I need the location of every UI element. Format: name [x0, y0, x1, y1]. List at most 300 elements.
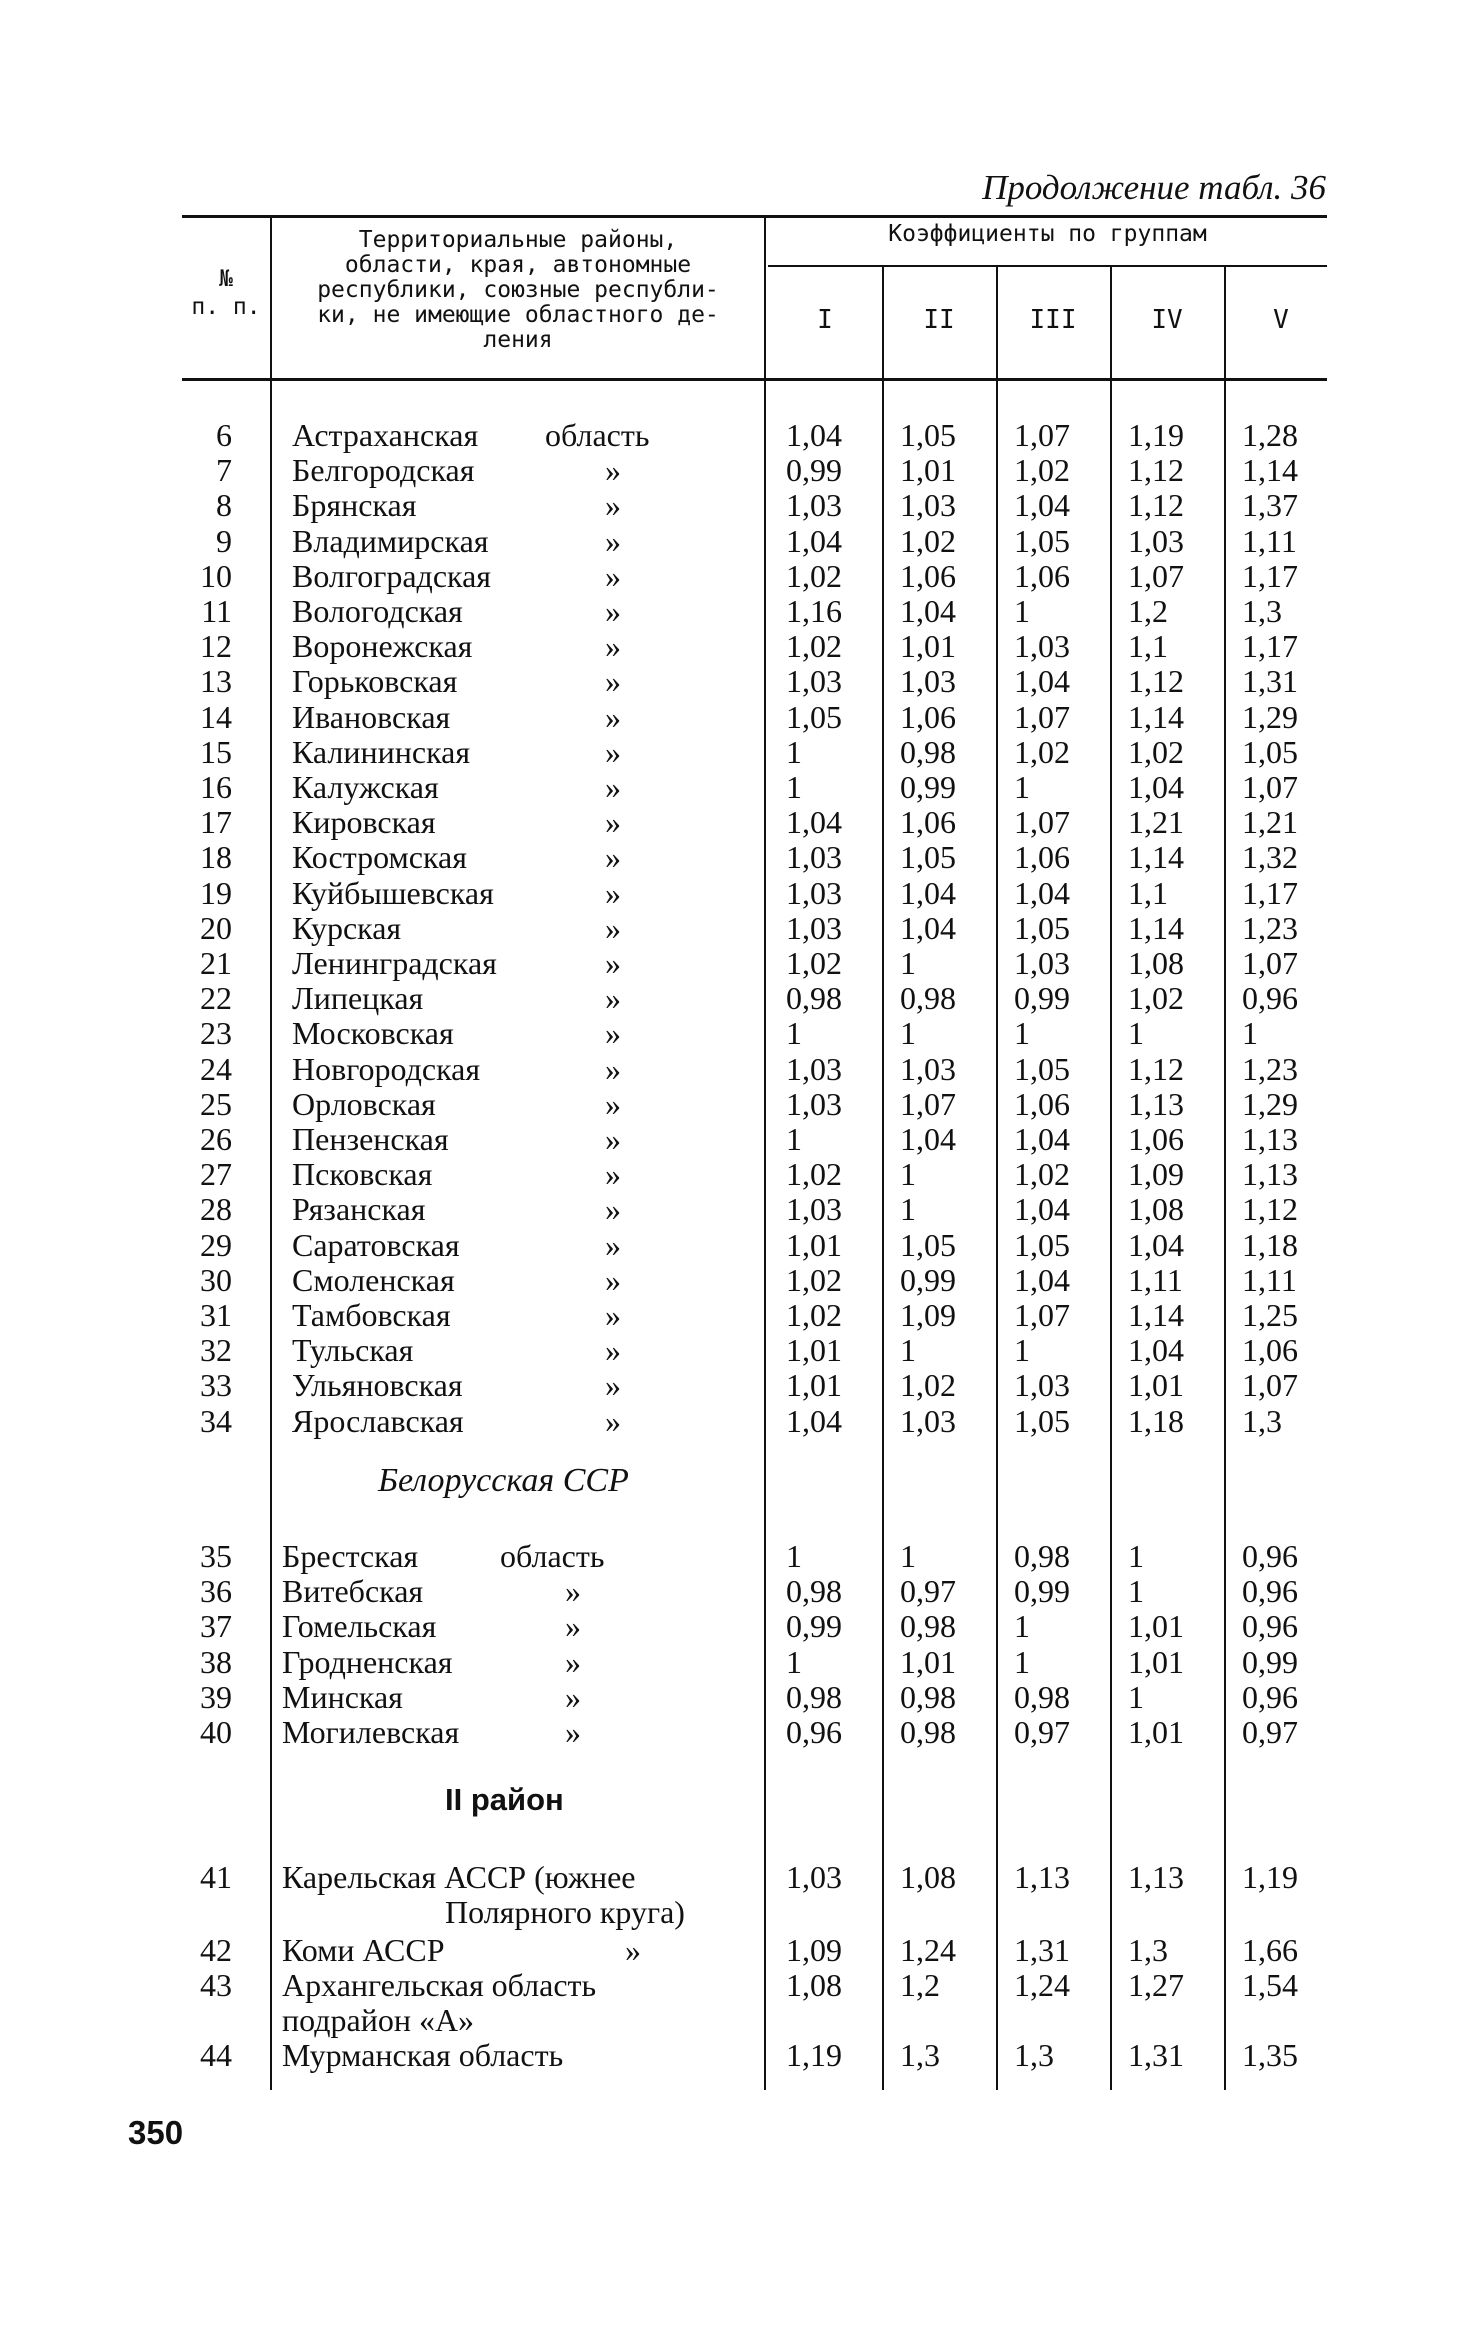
table-row [0, 664, 1471, 699]
coefficient-group-5: 1,17 [1242, 558, 1298, 594]
row-region-type: » [605, 875, 621, 911]
coefficient-group-4: 1,13 [1128, 1086, 1184, 1122]
coefficient-group-5: 1,13 [1242, 1121, 1298, 1157]
coefficient-group-1: 1,01 [786, 1227, 842, 1263]
row-region-name-cont: Полярного круга) [445, 1894, 685, 1930]
coefficient-group-5: 1,07 [1242, 769, 1298, 805]
coefficient-group-2: 1,01 [900, 1644, 956, 1680]
header-groups-label: Коэффициенты по группам [888, 221, 1207, 247]
table-row [0, 1368, 1471, 1403]
header-group-II: II [923, 305, 955, 335]
coefficient-group-4: 1,11 [1128, 1262, 1183, 1298]
row-number: 28 [200, 1191, 232, 1227]
coefficient-group-1: 1,03 [786, 1191, 842, 1227]
header-region-label: Территориальные районы, области, края, автономные республики, союзные республи- ки, не имеющие областного де- ления [317, 227, 719, 353]
table-row [0, 1192, 1471, 1227]
coefficient-group-4: 1,01 [1128, 1644, 1184, 1680]
row-region-type: » [605, 1332, 621, 1368]
row-region-name: Коми АССР [282, 1932, 445, 1968]
row-region-type: » [565, 1714, 581, 1750]
coefficient-group-2: 0,98 [900, 980, 956, 1016]
coefficient-group-2: 0,99 [900, 1262, 956, 1298]
coefficient-group-4: 1,12 [1128, 1051, 1184, 1087]
row-number: 29 [200, 1227, 232, 1263]
coefficient-group-4: 1,18 [1128, 1403, 1184, 1439]
coefficient-group-5: 0,96 [1242, 1608, 1298, 1644]
coefficient-group-2: 1,05 [900, 417, 956, 453]
coefficient-group-2: 1,03 [900, 1403, 956, 1439]
coefficient-group-3: 1,04 [1014, 875, 1070, 911]
coefficient-group-1: 1,03 [786, 875, 842, 911]
table-row [0, 735, 1471, 770]
row-region-name: Ивановская [292, 699, 451, 735]
top-rule [182, 215, 1327, 218]
row-region-type: » [605, 1015, 621, 1051]
table-row [0, 876, 1471, 911]
coefficient-group-2: 0,99 [900, 769, 956, 805]
coefficient-group-2: 1,3 [900, 2037, 940, 2073]
row-region-name: Смоленская [292, 1262, 455, 1298]
coefficient-group-2: 1,05 [900, 1227, 956, 1263]
coefficient-group-5: 1,23 [1242, 1051, 1298, 1087]
coefficient-group-3: 1,03 [1014, 945, 1070, 981]
coefficient-group-3: 1,07 [1014, 699, 1070, 735]
row-region-type: » [605, 945, 621, 981]
table-row [0, 700, 1471, 735]
row-region-type: » [625, 1932, 641, 1968]
coefficient-group-2: 1,06 [900, 804, 956, 840]
table-row [0, 1404, 1471, 1439]
row-number: 7 [216, 452, 232, 488]
coefficient-group-5: 0,96 [1242, 1538, 1298, 1574]
table-row [0, 1263, 1471, 1298]
coefficient-group-5: 1 [1242, 1015, 1258, 1051]
row-number: 26 [200, 1121, 232, 1157]
row-region-type: » [605, 1191, 621, 1227]
row-region-name: Воронежская [292, 628, 473, 664]
coefficient-group-3: 1,04 [1014, 1191, 1070, 1227]
coefficient-group-3: 1,05 [1014, 1403, 1070, 1439]
table-row [0, 1645, 1471, 1680]
row-number: 43 [200, 1967, 232, 2003]
table-caption: Продолжение табл. 36 [982, 168, 1326, 207]
row-region-name: Гомельская [282, 1608, 437, 1644]
table-row [0, 1298, 1471, 1333]
coefficient-group-1: 1 [786, 1015, 802, 1051]
row-region-type: » [605, 839, 621, 875]
header-group-IV: IV [1151, 305, 1183, 335]
row-region-name-cont: подрайон «А» [282, 2002, 475, 2038]
row-number: 6 [216, 417, 232, 453]
row-region-name: Кировская [292, 804, 436, 840]
group-subheader-rule [768, 265, 1327, 267]
row-region-type: » [605, 910, 621, 946]
row-region-type: » [605, 1403, 621, 1439]
coefficient-group-4: 1 [1128, 1538, 1144, 1574]
table-row [0, 2038, 1471, 2073]
coefficient-group-3: 0,98 [1014, 1679, 1070, 1715]
coefficient-group-1: 1,02 [786, 1156, 842, 1192]
coefficient-group-1: 1,02 [786, 1297, 842, 1333]
row-region-type: » [605, 628, 621, 664]
coefficient-group-3: 1,05 [1014, 523, 1070, 559]
row-number: 24 [200, 1051, 232, 1087]
coefficient-group-2: 1,04 [900, 875, 956, 911]
coefficient-group-2: 1,09 [900, 1297, 956, 1333]
coefficient-group-4: 1,14 [1128, 699, 1184, 735]
table-row [0, 1715, 1471, 1750]
coefficient-group-3: 1,06 [1014, 839, 1070, 875]
row-number: 13 [200, 663, 232, 699]
row-region-name: Брянская [292, 487, 417, 523]
row-region-name: Ленинградская [292, 945, 497, 981]
coefficient-group-2: 0,98 [900, 734, 956, 770]
coefficient-group-1: 1,04 [786, 804, 842, 840]
coefficient-group-2: 1,03 [900, 663, 956, 699]
coefficient-group-2: 1,05 [900, 839, 956, 875]
row-region-type: » [605, 980, 621, 1016]
row-region-name: Могилевская [282, 1714, 460, 1750]
table-row [0, 1333, 1471, 1368]
row-region-name: Горьковская [292, 663, 458, 699]
coefficient-group-4: 1 [1128, 1015, 1144, 1051]
section-heading-region-2: II район [445, 1782, 564, 1817]
row-region-type: область [545, 417, 650, 453]
coefficient-group-4: 1 [1128, 1679, 1144, 1715]
table-row-continuation [0, 1895, 1471, 1930]
coefficient-group-3: 0,99 [1014, 1573, 1070, 1609]
row-number: 12 [200, 628, 232, 664]
coefficient-group-3: 1,04 [1014, 1262, 1070, 1298]
coefficient-group-3: 1 [1014, 593, 1030, 629]
coefficient-group-5: 0,96 [1242, 980, 1298, 1016]
row-region-name: Липецкая [292, 980, 424, 1016]
row-number: 40 [200, 1714, 232, 1750]
table-row [0, 1609, 1471, 1644]
row-region-type: » [605, 1121, 621, 1157]
row-number: 22 [200, 980, 232, 1016]
coefficient-group-5: 1,05 [1242, 734, 1298, 770]
coefficient-group-1: 1,03 [786, 1859, 842, 1895]
row-region-name: Брестская [282, 1538, 419, 1574]
row-region-name: Ярославская [292, 1403, 464, 1439]
row-region-name: Карельская АССР (южнее [282, 1859, 636, 1895]
coefficient-group-4: 1,13 [1128, 1859, 1184, 1895]
coefficient-group-5: 1,29 [1242, 1086, 1298, 1122]
row-number: 31 [200, 1297, 232, 1333]
coefficient-group-1: 1,03 [786, 839, 842, 875]
row-region-name: Калининская [292, 734, 471, 770]
table-row [0, 1228, 1471, 1263]
row-region-type: » [605, 1086, 621, 1122]
coefficient-group-2: 1 [900, 1332, 916, 1368]
coefficient-group-1: 1,01 [786, 1332, 842, 1368]
coefficient-group-3: 1,31 [1014, 1932, 1070, 1968]
row-number: 14 [200, 699, 232, 735]
coefficient-group-4: 1,12 [1128, 452, 1184, 488]
coefficient-group-3: 1,05 [1014, 910, 1070, 946]
coefficient-group-3: 0,97 [1014, 1714, 1070, 1750]
coefficient-group-4: 1 [1128, 1573, 1144, 1609]
coefficient-group-3: 1 [1014, 1015, 1030, 1051]
row-number: 36 [200, 1573, 232, 1609]
coefficient-group-1: 1,02 [786, 945, 842, 981]
coefficient-group-3: 1,07 [1014, 417, 1070, 453]
coefficient-group-1: 1,19 [786, 2037, 842, 2073]
row-region-type: » [565, 1608, 581, 1644]
coefficient-group-5: 1,35 [1242, 2037, 1298, 2073]
coefficient-group-5: 1,37 [1242, 487, 1298, 523]
coefficient-group-2: 1,2 [900, 1967, 940, 2003]
coefficient-group-1: 1 [786, 1538, 802, 1574]
row-region-type: » [605, 593, 621, 629]
coefficient-group-4: 1,3 [1128, 1932, 1168, 1968]
coefficient-group-4: 1,14 [1128, 910, 1184, 946]
row-number: 20 [200, 910, 232, 946]
row-region-name: Гродненская [282, 1644, 453, 1680]
row-number: 21 [200, 945, 232, 981]
coefficient-group-3: 1,07 [1014, 1297, 1070, 1333]
table-row [0, 1016, 1471, 1051]
coefficient-group-1: 0,96 [786, 1714, 842, 1750]
row-region-name: Владимирская [292, 523, 489, 559]
coefficient-group-1: 0,99 [786, 452, 842, 488]
table-row [0, 770, 1471, 805]
coefficient-group-5: 1,25 [1242, 1297, 1298, 1333]
coefficient-group-2: 1 [900, 1538, 916, 1574]
row-region-name: Калужская [292, 769, 439, 805]
coefficient-group-5: 1,18 [1242, 1227, 1298, 1263]
coefficient-group-2: 1,01 [900, 452, 956, 488]
coefficient-group-5: 1,11 [1242, 1262, 1297, 1298]
row-number: 37 [200, 1608, 232, 1644]
row-region-name: Рязанская [292, 1191, 426, 1227]
coefficient-group-5: 1,07 [1242, 945, 1298, 981]
table-row [0, 559, 1471, 594]
coefficient-group-2: 0,98 [900, 1714, 956, 1750]
table-row [0, 1933, 1471, 1968]
coefficient-group-1: 1,08 [786, 1967, 842, 2003]
coefficient-group-4: 1,08 [1128, 945, 1184, 981]
row-region-type: » [605, 1051, 621, 1087]
coefficient-group-1: 1,02 [786, 1262, 842, 1298]
coefficient-group-3: 1,13 [1014, 1859, 1070, 1895]
coefficient-group-1: 1,05 [786, 699, 842, 735]
coefficient-group-4: 1,04 [1128, 1227, 1184, 1263]
table-row [0, 946, 1471, 981]
row-region-name: Ульяновская [292, 1367, 463, 1403]
row-region-type: » [605, 1262, 621, 1298]
row-region-name: Минская [282, 1679, 403, 1715]
coefficient-group-5: 1,12 [1242, 1191, 1298, 1227]
row-region-name: Витебская [282, 1573, 424, 1609]
coefficient-group-3: 1 [1014, 1644, 1030, 1680]
row-number: 39 [200, 1679, 232, 1715]
coefficient-group-3: 1,04 [1014, 1121, 1070, 1157]
row-number: 32 [200, 1332, 232, 1368]
row-region-type: » [605, 1367, 621, 1403]
row-region-type: » [605, 734, 621, 770]
table-row [0, 1574, 1471, 1609]
row-number: 38 [200, 1644, 232, 1680]
coefficient-group-5: 1,07 [1242, 1367, 1298, 1403]
header-group-III: III [1029, 305, 1077, 335]
coefficient-group-4: 1,02 [1128, 980, 1184, 1016]
coefficient-group-2: 0,98 [900, 1608, 956, 1644]
coefficient-group-5: 1,13 [1242, 1156, 1298, 1192]
table-row [0, 524, 1471, 559]
coefficient-group-1: 1 [786, 769, 802, 805]
coefficient-group-3: 1 [1014, 1332, 1030, 1368]
row-region-name: Куйбышевская [292, 875, 494, 911]
coefficient-group-3: 1 [1014, 1608, 1030, 1644]
coefficient-group-3: 0,99 [1014, 980, 1070, 1016]
coefficient-group-2: 1,08 [900, 1859, 956, 1895]
page-number: 350 [128, 2114, 184, 2151]
table-row [0, 453, 1471, 488]
coefficient-group-4: 1,31 [1128, 2037, 1184, 2073]
coefficient-group-5: 0,97 [1242, 1714, 1298, 1750]
row-region-type: » [605, 1297, 621, 1333]
row-region-name: Волгоградская [292, 558, 492, 594]
coefficient-group-5: 1,31 [1242, 663, 1298, 699]
coefficient-group-3: 1,05 [1014, 1051, 1070, 1087]
table-row [0, 594, 1471, 629]
coefficient-group-3: 1,03 [1014, 628, 1070, 664]
row-region-name: Вологодская [292, 593, 463, 629]
coefficient-group-2: 1,04 [900, 910, 956, 946]
coefficient-group-3: 1,02 [1014, 1156, 1070, 1192]
table-row [0, 1157, 1471, 1192]
coefficient-group-5: 1,66 [1242, 1932, 1298, 1968]
coefficient-group-4: 1,27 [1128, 1967, 1184, 2003]
table-row [0, 805, 1471, 840]
coefficient-group-4: 1,01 [1128, 1367, 1184, 1403]
coefficient-group-4: 1,01 [1128, 1714, 1184, 1750]
row-region-type: » [565, 1644, 581, 1680]
header-group-I: I [817, 305, 833, 335]
row-number: 44 [200, 2037, 232, 2073]
row-region-name: Белгородская [292, 452, 475, 488]
row-number: 9 [216, 523, 232, 559]
coefficient-group-1: 1,03 [786, 910, 842, 946]
coefficient-group-3: 1,06 [1014, 558, 1070, 594]
coefficient-group-2: 1,03 [900, 1051, 956, 1087]
row-number: 8 [216, 487, 232, 523]
table-row [0, 911, 1471, 946]
coefficient-group-2: 1,03 [900, 487, 956, 523]
table-row [0, 1539, 1471, 1574]
row-number: 27 [200, 1156, 232, 1192]
coefficient-group-4: 1,02 [1128, 734, 1184, 770]
row-region-type: область [500, 1538, 605, 1574]
row-region-name: Московская [292, 1015, 454, 1051]
coefficient-group-1: 0,98 [786, 1679, 842, 1715]
coefficient-group-2: 0,97 [900, 1573, 956, 1609]
coefficient-group-4: 1,19 [1128, 417, 1184, 453]
coefficient-group-4: 1,1 [1128, 628, 1168, 664]
coefficient-group-5: 1,19 [1242, 1859, 1298, 1895]
row-region-type: » [605, 523, 621, 559]
coefficient-group-5: 1,23 [1242, 910, 1298, 946]
coefficient-group-3: 1,24 [1014, 1967, 1070, 2003]
coefficient-group-2: 1,24 [900, 1932, 956, 1968]
coefficient-group-4: 1,01 [1128, 1608, 1184, 1644]
coefficient-group-2: 0,98 [900, 1679, 956, 1715]
row-region-name: Пензенская [292, 1121, 449, 1157]
header-num-label: № п. п. [191, 266, 261, 320]
table-row [0, 629, 1471, 664]
row-region-type: » [605, 699, 621, 735]
coefficient-group-5: 1,3 [1242, 593, 1282, 629]
coefficient-group-2: 1 [900, 945, 916, 981]
coefficient-group-1: 1,01 [786, 1367, 842, 1403]
coefficient-group-4: 1,08 [1128, 1191, 1184, 1227]
coefficient-group-5: 1,32 [1242, 839, 1298, 875]
row-region-name: Тамбовская [292, 1297, 451, 1333]
coefficient-group-4: 1,04 [1128, 1332, 1184, 1368]
row-number: 23 [200, 1015, 232, 1051]
coefficient-group-1: 1,04 [786, 1403, 842, 1439]
row-number: 18 [200, 839, 232, 875]
table-row [0, 1087, 1471, 1122]
row-number: 11 [201, 593, 232, 629]
coefficient-group-5: 1,17 [1242, 628, 1298, 664]
coefficient-group-4: 1,12 [1128, 663, 1184, 699]
coefficient-group-3: 1,05 [1014, 1227, 1070, 1263]
coefficient-group-5: 1,21 [1242, 804, 1298, 840]
coefficient-group-2: 1,02 [900, 1367, 956, 1403]
coefficient-group-3: 1 [1014, 769, 1030, 805]
coefficient-group-3: 0,98 [1014, 1538, 1070, 1574]
coefficient-group-3: 1,02 [1014, 452, 1070, 488]
coefficient-group-1: 1,04 [786, 523, 842, 559]
table-row [0, 488, 1471, 523]
coefficient-group-1: 0,98 [786, 980, 842, 1016]
coefficient-group-5: 1,54 [1242, 1967, 1298, 2003]
row-region-type: » [605, 487, 621, 523]
row-region-name: Курская [292, 910, 402, 946]
row-region-type: » [605, 1156, 621, 1192]
row-region-type: » [605, 1227, 621, 1263]
row-number: 30 [200, 1262, 232, 1298]
coefficient-group-1: 0,99 [786, 1608, 842, 1644]
coefficient-group-5: 1,17 [1242, 875, 1298, 911]
coefficient-group-2: 1 [900, 1191, 916, 1227]
table-row-continuation [0, 2003, 1471, 2038]
coefficient-group-1: 1 [786, 1644, 802, 1680]
coefficient-group-5: 1,3 [1242, 1403, 1282, 1439]
coefficient-group-5: 0,96 [1242, 1573, 1298, 1609]
row-region-name: Мурманская область [282, 2037, 564, 2073]
coefficient-group-1: 1 [786, 734, 802, 770]
row-region-type: » [605, 769, 621, 805]
coefficient-group-2: 1,06 [900, 558, 956, 594]
coefficient-group-5: 1,11 [1242, 523, 1297, 559]
coefficient-group-1: 1 [786, 1121, 802, 1157]
row-region-name: Саратовская [292, 1227, 460, 1263]
table-row [0, 418, 1471, 453]
coefficient-group-3: 1,03 [1014, 1367, 1070, 1403]
row-number: 10 [200, 558, 232, 594]
coefficient-group-1: 1,04 [786, 417, 842, 453]
coefficient-group-2: 1,01 [900, 628, 956, 664]
row-number: 35 [200, 1538, 232, 1574]
coefficient-group-4: 1,14 [1128, 1297, 1184, 1333]
coefficient-group-5: 1,28 [1242, 417, 1298, 453]
coefficient-group-3: 1,04 [1014, 663, 1070, 699]
coefficient-group-2: 1,02 [900, 523, 956, 559]
